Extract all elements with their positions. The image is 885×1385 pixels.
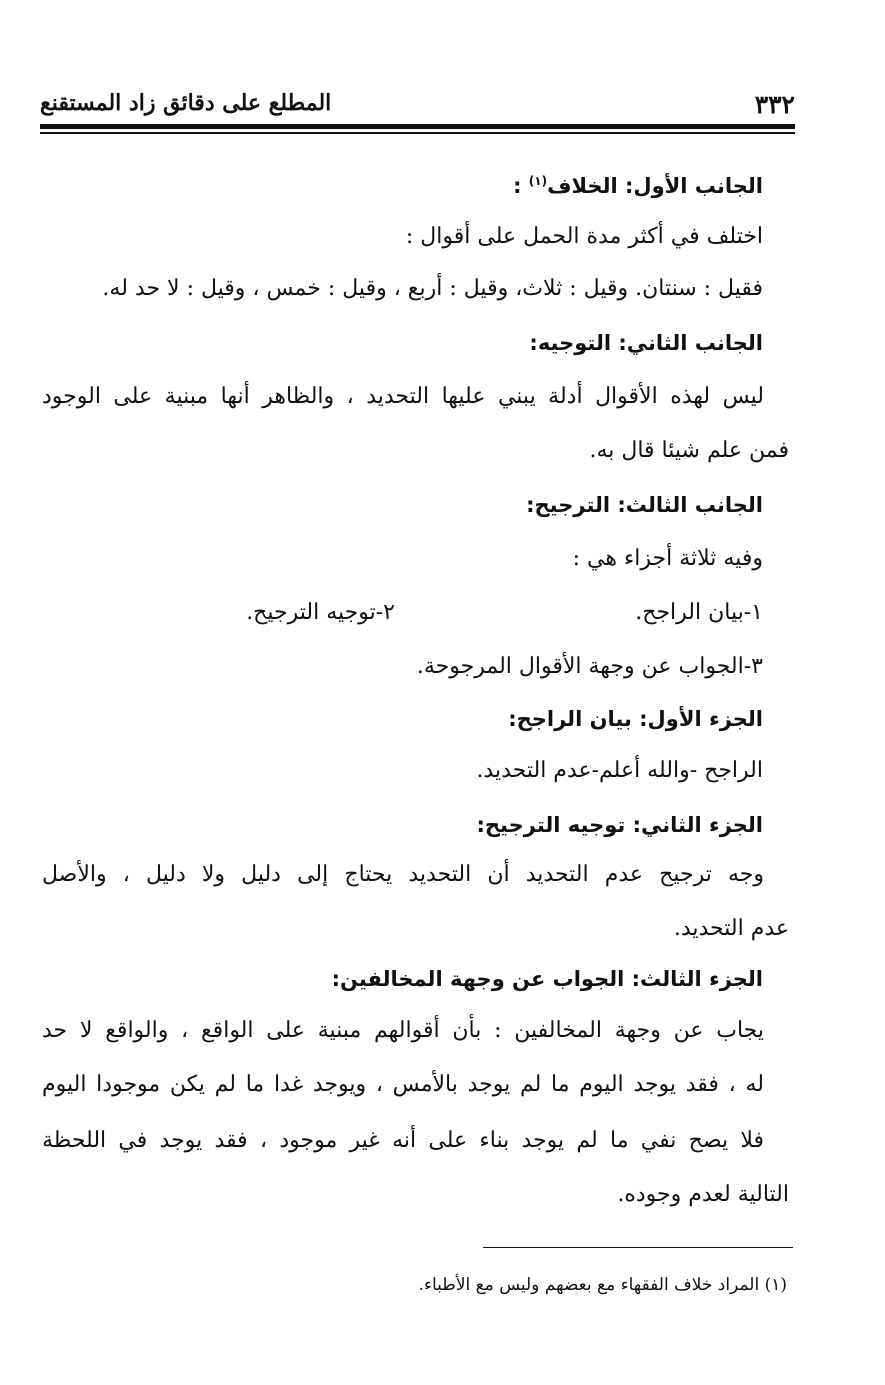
page-header	[40, 80, 795, 122]
footnote: (١) المراد خلاف الفقهاء مع بعضهم وليس مع الأطباء.	[418, 1275, 787, 1295]
paragraph-line: فقيل : سنتان. وقيل : ثلاث، وقيل : أربع ، وقيل : خمس ، وقيل : لا حد له.	[102, 276, 763, 301]
paragraph-line: فلا يصح نفي ما لم يوجد بناء على أنه غير موجود ، فقد يوجد في اللحظة	[42, 1128, 764, 1153]
section-heading-6: الجزء الثالث: الجواب عن وجهة المخالفين:	[331, 967, 763, 991]
paragraph-line: وفيه ثلاثة أجزاء هي :	[572, 546, 763, 571]
list-item: ٣-الجواب عن وجهة الأقوال المرجوحة.	[416, 654, 763, 679]
list-item: ٢-توجيه الترجيح.	[246, 600, 395, 625]
header-rule-thin	[40, 132, 795, 134]
paragraph-line: ليس لهذه الأقوال أدلة يبني عليها التحديد ، والظاهر أنها مبنية على الوجود	[42, 384, 764, 409]
paragraph-line: الراجح -والله أعلم-عدم التحديد.	[476, 758, 763, 783]
running-title: المطلع على دقائق زاد المستقنع	[40, 90, 332, 116]
section-heading-3: الجانب الثالث: الترجيح:	[526, 493, 763, 517]
section-heading-4: الجزء الأول: بيان الراجح:	[508, 707, 763, 731]
section-heading-5: الجزء الثاني: توجيه الترجيح:	[476, 813, 763, 837]
page-number: ٣٣٢	[754, 90, 795, 119]
list-item: ١-بيان الراجح.	[635, 600, 763, 625]
section-heading-1: الجانب الأول: الخلاف$^{(١)}$ :	[513, 174, 763, 198]
paragraph-line: فمن علم شيئا قال به.	[589, 438, 789, 463]
paragraph-line: اختلف في أكثر مدة الحمل على أقوال :	[405, 224, 763, 249]
paragraph-line: عدم التحديد.	[673, 916, 789, 941]
paragraph-line: التالية لعدم وجوده.	[617, 1182, 789, 1207]
footnote-divider	[483, 1247, 793, 1248]
paragraph-line: يجاب عن وجهة المخالفين : بأن أقوالهم مبنية على الواقع ، والواقع لا حد	[42, 1018, 764, 1043]
section-heading-2: الجانب الثاني: التوجيه:	[529, 331, 763, 355]
paragraph-line: له ، فقد يوجد اليوم ما لم يوجد بالأمس ، ويوجد غدا ما لم يكن موجودا اليوم	[42, 1072, 764, 1097]
footnote-marker[interactable]: (١)	[528, 174, 548, 188]
header-rule-thick	[40, 124, 795, 129]
paragraph-line: وجه ترجيح عدم التحديد أن التحديد يحتاج إلى دليل ولا دليل ، والأصل	[42, 862, 764, 887]
